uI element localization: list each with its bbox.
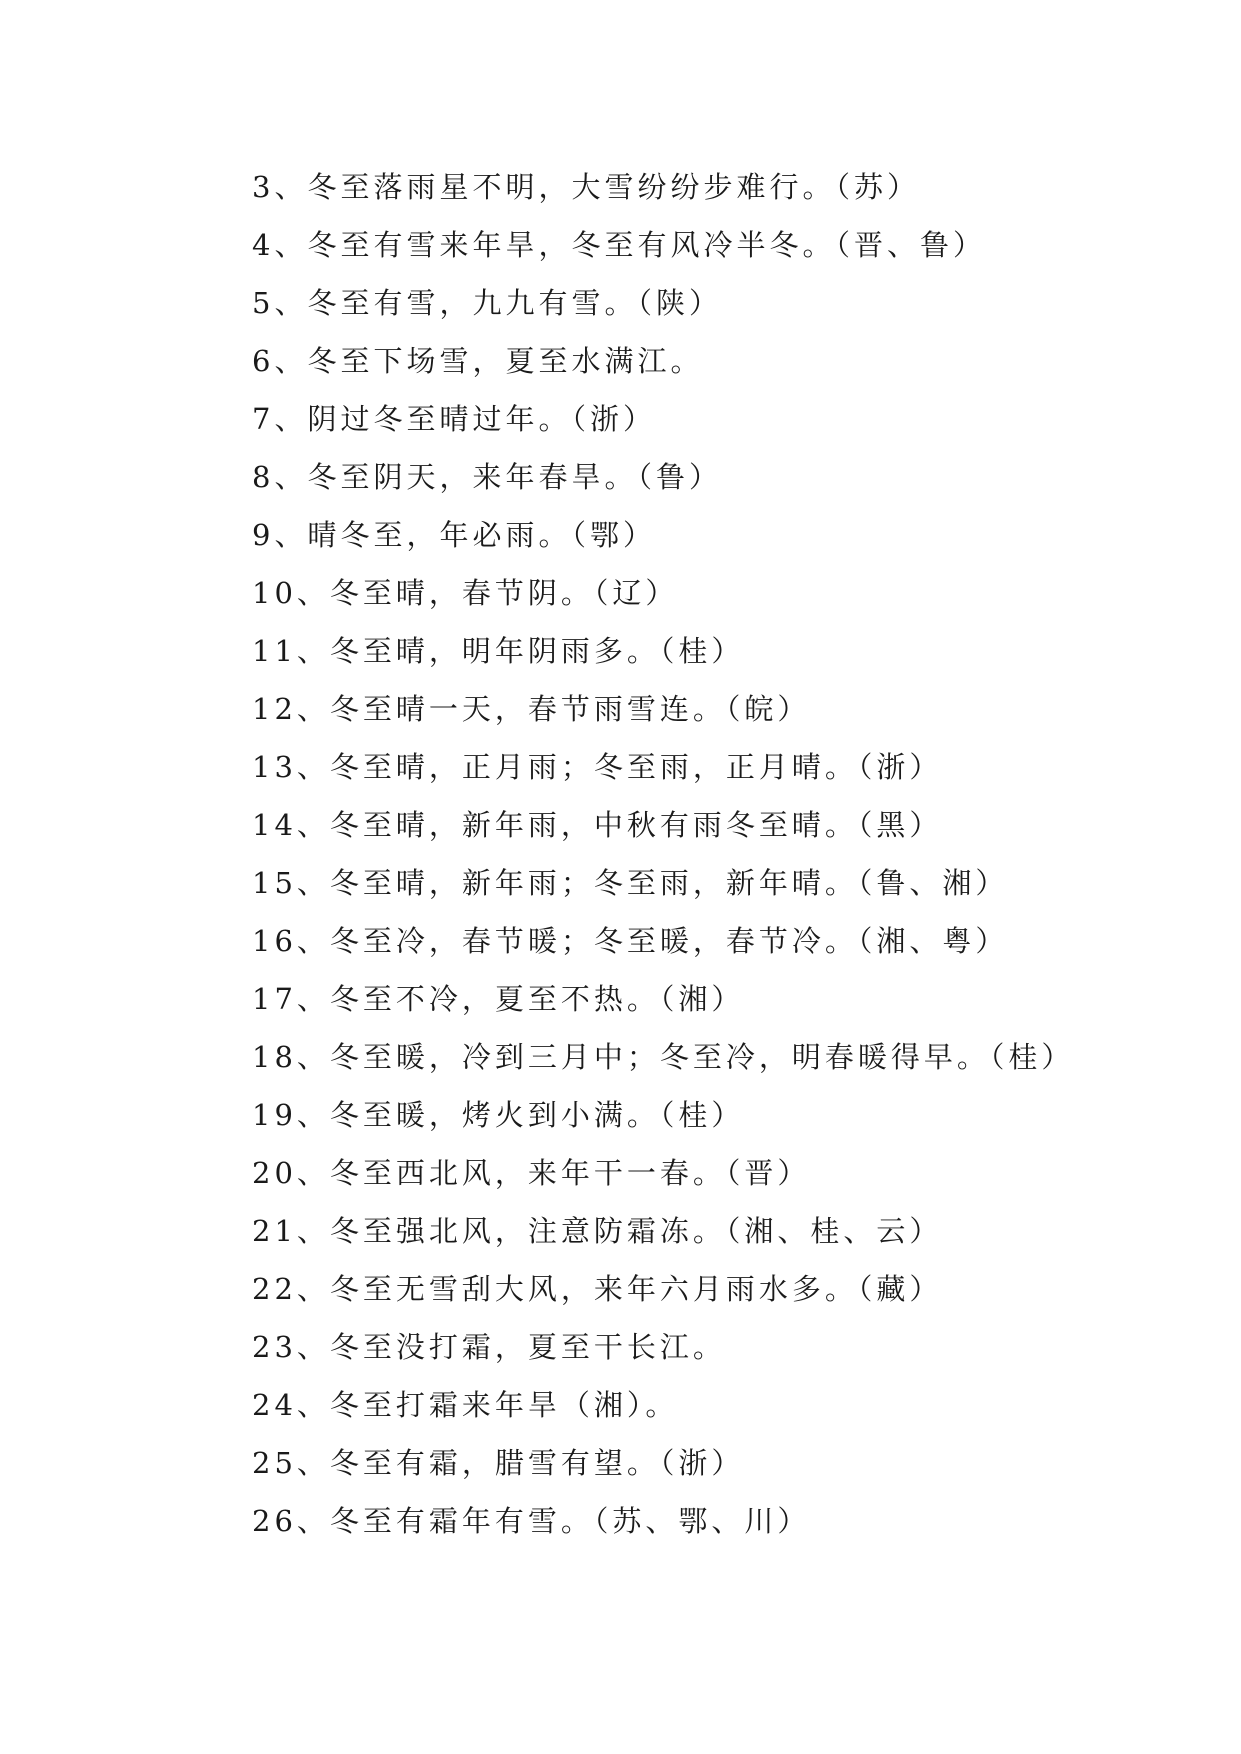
proverb-line-8: 8、冬至阴天，来年春旱。（鲁） (252, 460, 722, 494)
proverb-line-7: 7、阴过冬至晴过年。（浙） (252, 402, 656, 436)
proverb-line-24: 24、冬至打霜来年旱（湘）。 (252, 1388, 679, 1422)
proverb-line-9: 9、晴冬至，年必雨。（鄂） (252, 518, 656, 552)
proverb-line-17: 17、冬至不冷，夏至不热。（湘） (252, 982, 745, 1016)
proverb-line-5: 5、冬至有雪，九九有雪。（陕） (252, 286, 722, 320)
proverb-line-10: 10、冬至晴，春节阴。（辽） (252, 576, 679, 610)
proverb-line-12: 12、冬至晴一天，春节雨雪连。（皖） (252, 692, 811, 726)
proverb-line-18: 18、冬至暖，冷到三月中；冬至冷，明春暖得早。（桂） (252, 1040, 1075, 1074)
proverb-line-20: 20、冬至西北风，来年干一春。（晋） (252, 1156, 811, 1190)
proverb-line-15: 15、冬至晴，新年雨；冬至雨，新年晴。（鲁、湘） (252, 866, 1009, 900)
proverb-line-16: 16、冬至冷，春节暖；冬至暖，春节冷。（湘、粤） (252, 924, 1009, 958)
proverb-line-13: 13、冬至晴，正月雨；冬至雨，正月晴。（浙） (252, 750, 943, 784)
proverb-line-21: 21、冬至强北风，注意防霜冻。（湘、桂、云） (252, 1214, 943, 1248)
proverb-line-25: 25、冬至有霜，腊雪有望。（浙） (252, 1446, 745, 1480)
proverb-line-3: 3、冬至落雨星不明，大雪纷纷步难行。（苏） (252, 170, 920, 204)
proverb-line-4: 4、冬至有雪来年旱，冬至有风冷半冬。（晋、鲁） (252, 228, 986, 262)
proverb-line-19: 19、冬至暖，烤火到小满。（桂） (252, 1098, 745, 1132)
proverb-line-11: 11、冬至晴，明年阴雨多。（桂） (252, 634, 745, 668)
proverb-line-14: 14、冬至晴，新年雨，中秋有雨冬至晴。（黑） (252, 808, 943, 842)
proverb-line-23: 23、冬至没打霜，夏至干长江。 (252, 1330, 726, 1364)
proverb-list (252, 158, 1152, 1550)
proverb-line-26: 26、冬至有霜年有雪。（苏、鄂、川） (252, 1504, 811, 1538)
proverb-line-22: 22、冬至无雪刮大风，来年六月雨水多。（藏） (252, 1272, 943, 1306)
proverb-line-6: 6、冬至下场雪，夏至水满江。 (252, 344, 704, 378)
